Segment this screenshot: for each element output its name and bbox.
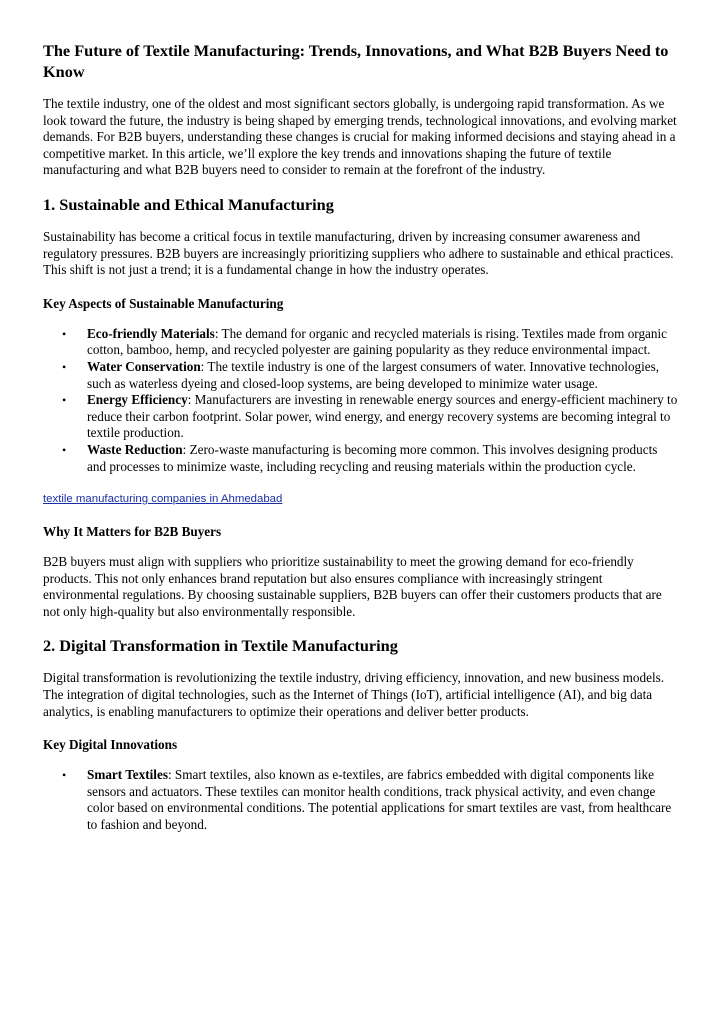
ahmedabad-companies-link[interactable]: textile manufacturing companies in Ahmedabad <box>43 493 283 506</box>
bullet-icon: • <box>62 393 67 408</box>
list-item-term: Smart Textiles <box>87 767 168 783</box>
list-item <box>43 392 678 442</box>
why-heading: Why It Matters for B2B Buyers <box>43 524 222 540</box>
section1-heading: 1. Sustainable and Ethical Manufacturing <box>43 194 334 214</box>
bullet-icon: • <box>62 442 67 457</box>
list-item-text: : Smart textiles, also known as e-textiles, are fabrics embedded with digital components like sensors and actuators. These textiles can monitor health conditions, track physical activity, and even change color based on environmental conditions. The potential applications for smart textiles are vast, from healthcare to fashion and beyond. <box>87 767 672 833</box>
list-item-text: : The demand for organic and recycled materials is rising. Textiles made from organic cotton, bamboo, hemp, and recycled polyester are gaining popularity as they reduce environmental impact. <box>87 325 668 358</box>
list-item-term: Energy Efficiency <box>87 392 188 408</box>
intro-paragraph: The textile industry, one of the oldest and most significant sectors globally, is undergoing rapid transformation. As we look toward the future, the industry is being shaped by emerging trends, technological innovations, and evolving market demands. For B2B buyers, understanding these changes is crucial for making informed decisions and staying ahead in a competitive market. In this article, we’ll explore the key trends and innovations shaping the future of textile manufacturing and what B2B buyers need to consider to remain at the forefront of the industry. <box>43 96 677 178</box>
section2-heading: 2. Digital Transformation in Textile Manufacturing <box>43 636 398 656</box>
list-item <box>43 359 678 392</box>
why-paragraph: B2B buyers must align with suppliers who prioritize sustainability to meet the growing demand for eco-friendly products. This not only enhances brand reputation but also ensures compliance with increasingly stringent environmental regulations. By choosing sustainable suppliers, B2B buyers can offer their customers products that are not only high-quality but also environmentally responsible. <box>43 554 662 619</box>
bullet-icon: • <box>62 326 67 341</box>
list-item <box>43 767 678 833</box>
list-item-text: : Zero-waste manufacturing is becoming more common. This involves designing products and processes to minimize waste, including recycling and reusing materials within the production cycle. <box>87 441 658 474</box>
list-item-text: : Manufacturers are investing in renewable energy sources and energy-efficient machinery to reduce their carbon footprint. Solar power, wind energy, and energy recovery systems are becoming integral to textile production. <box>87 392 678 441</box>
list-item-text: : The textile industry is one of the largest consumers of water. Innovative technologies, such as waterless dyeing and closed-loop systems, are being developed to minimize water usage. <box>87 358 660 391</box>
link-line <box>43 489 678 507</box>
section1-list <box>43 326 678 475</box>
section1-subheading: Key Aspects of Sustainable Manufacturing <box>43 295 284 311</box>
document-title: The Future of Textile Manufacturing: Trends, Innovations, and What B2B Buyers Need to Know <box>43 41 669 81</box>
bullet-icon: • <box>62 768 67 783</box>
list-item-term: Waste Reduction <box>87 441 183 457</box>
section2-paragraph: Digital transformation is revolutionizing the textile industry, driving efficiency, innovation, and new business models. The integration of digital technologies, such as the Internet of Things (IoT), artificial intelligence (AI), and big data analytics, is enabling manufacturers to optimize their operations and deliver better products. <box>43 670 665 719</box>
list-item <box>43 326 678 359</box>
section2-subheading: Key Digital Innovations <box>43 737 178 753</box>
list-item-term: Eco-friendly Materials <box>87 325 215 341</box>
list-item-term: Water Conservation <box>87 358 201 374</box>
bullet-icon: • <box>62 359 67 374</box>
section2-list <box>43 767 678 833</box>
section1-paragraph: Sustainability has become a critical focus in textile manufacturing, driven by increasing consumer awareness and regulatory pressures. B2B buyers are increasingly prioritizing suppliers who adhere to sustainable and ethical practices. This shift is not just a trend; it is a fundamental change in how the industry operates. <box>43 228 674 278</box>
list-item <box>43 442 678 475</box>
